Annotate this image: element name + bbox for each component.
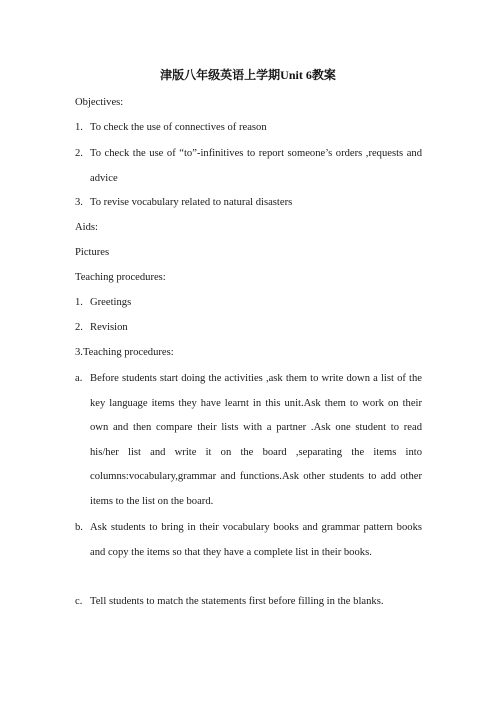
step-text: Tell students to match the statements first before filling in the blanks. <box>90 596 384 607</box>
objective-text: To revise vocabulary related to natural disasters <box>90 197 293 208</box>
objective-number: 3. <box>75 197 83 208</box>
procedures-subheading: 3.Teaching procedures: <box>75 347 174 358</box>
objective-item-1 <box>75 121 267 135</box>
procedure-text: Revision <box>90 322 128 333</box>
procedure-text: Greetings <box>90 297 132 308</box>
procedure-item-1 <box>75 296 131 310</box>
step-label: b. <box>75 522 83 533</box>
objective-item-3 <box>75 196 292 210</box>
objective-text: To check the use of “to”-infinitives to report someone’s orders ,requests and advice <box>90 148 422 184</box>
objectives-heading: Objectives: <box>75 97 124 108</box>
step-text: Before students start doing the activities ,ask them to write down a list of the key language items they have learnt in this unit.Ask them to work on their own and then compare their lists with a partner .Ask one student to read his/her list and write it on the board ,separating the items into columns:vocabulary,grammar and functions.Ask other students to add other items to the list on the board. <box>90 373 422 507</box>
aids-heading: Aids: <box>75 222 98 233</box>
procedure-item-2 <box>75 321 128 335</box>
objective-text: To check the use of connectives of reason <box>90 122 267 133</box>
aids-text: Pictures <box>75 247 110 258</box>
step-label: a. <box>75 373 83 384</box>
step-label: c. <box>75 596 83 607</box>
procedure-number: 1. <box>75 297 83 308</box>
objective-number: 1. <box>75 122 83 133</box>
procedure-number: 2. <box>75 322 83 333</box>
procedures-heading: Teaching procedures: <box>75 272 166 283</box>
objective-number: 2. <box>75 148 83 159</box>
document-title: 津版八年级英语上学期Unit 6教案 <box>160 68 336 82</box>
step-text: Ask students to bring in their vocabulary books and grammar pattern books and copy the items so that they have a complete list in their books. <box>90 522 422 558</box>
